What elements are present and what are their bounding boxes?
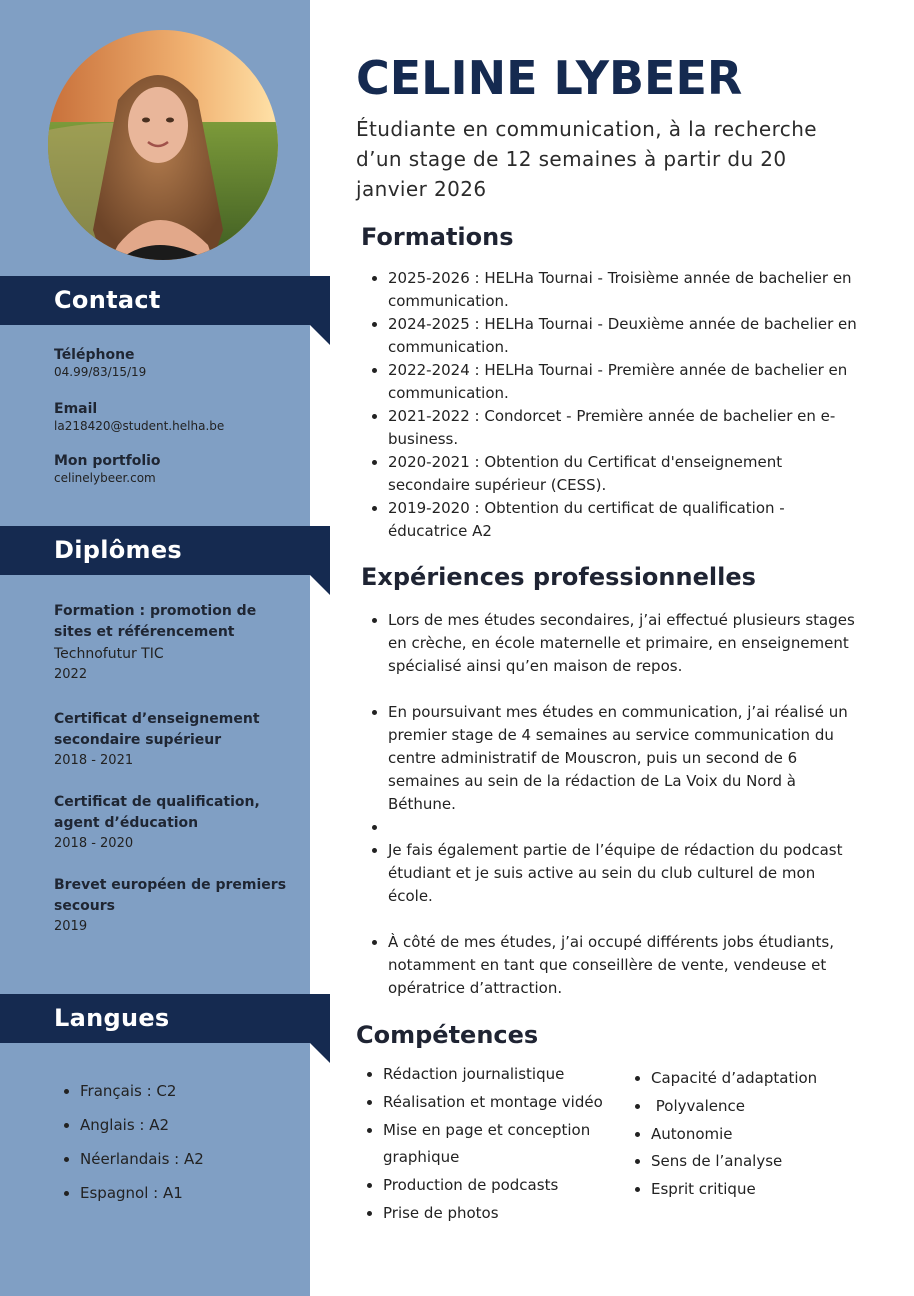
experience-item: • En poursuivant mes études en communication, j’ai réalisé un premier stage de 4 semaines au service communication du centre administratif de Mouscron, puis un second de 6 semaines au sein de la rédaction de La Voix du Nord à Béthune. [388, 701, 858, 816]
formation-item: • 2025-2026 : HELHa Tournai - Troisième année de bachelier en communication. [388, 267, 860, 313]
competence-item: • Réalisation et montage vidéo [383, 1089, 629, 1117]
diplome-school: Technofutur TIC [54, 646, 164, 662]
langue-item: • Espagnol : A1 [80, 1176, 204, 1210]
langue-item: • Français : C2 [80, 1074, 204, 1108]
competences-title: Compétences [356, 1021, 539, 1049]
email-value[interactable]: la218420@student.helha.be [54, 419, 225, 433]
formation-item: • 2022-2024 : HELHa Tournai - Première année de bachelier en communication. [388, 359, 860, 405]
candidate-subtitle: Étudiante en communication, à la recherche d’un stage de 12 semaines à partir du 20 janvier 2026 [356, 117, 817, 201]
diplome-item [54, 601, 294, 685]
competences-list-right [629, 1065, 901, 1204]
experiences-list [366, 609, 858, 1000]
diplome-title: Certificat d’enseignement secondaire supérieur [54, 711, 260, 748]
langues-header-fold [310, 1043, 330, 1063]
competence-item: • Prise de photos [383, 1200, 629, 1228]
experience-item-empty [388, 816, 858, 839]
diplomes-header: Diplômes [0, 526, 330, 575]
competences-list-left [361, 1061, 629, 1228]
langues-header: Langues [0, 994, 330, 1043]
experience-item: • À côté de mes études, j’ai occupé différents jobs étudiants, notamment en tant que conseillère de vente, vendeuse et opératrice d’attraction. [388, 931, 858, 1000]
competence-item: • Rédaction journalistique [383, 1061, 629, 1089]
langue-item: • Néerlandais : A2 [80, 1142, 204, 1176]
contact-header-fold [310, 325, 330, 345]
email-label: Email [54, 401, 98, 417]
langue-item: • Anglais : A2 [80, 1108, 204, 1142]
diplome-year: 2019 [54, 919, 88, 934]
formation-item: • 2024-2025 : HELHa Tournai - Deuxième année de bachelier en communication. [388, 313, 860, 359]
diplome-title: Formation : promotion de sites et référencement [54, 603, 257, 640]
formation-item: • 2019-2020 : Obtention du certificat de qualification - éducatrice A2 [388, 497, 860, 543]
candidate-name: CELINE LYBEER [356, 51, 743, 105]
phone-value: 04.99/83/15/19 [54, 365, 147, 379]
diplome-item [54, 875, 294, 937]
competence-item: • Sens de l’analyse [651, 1148, 901, 1176]
langues-list [58, 1074, 204, 1210]
phone-label: Téléphone [54, 347, 135, 363]
formations-list [366, 267, 860, 543]
experiences-title: Expériences professionnelles [361, 563, 756, 591]
competence-item: • Production de podcasts [383, 1172, 629, 1200]
portfolio-value[interactable]: celinelybeer.com [54, 471, 156, 485]
formation-item: • 2020-2021 : Obtention du Certificat d'enseignement secondaire supérieur (CESS). [388, 451, 860, 497]
competence-item: • Autonomie [651, 1121, 901, 1149]
diplome-item [54, 709, 294, 771]
diplomes-header-fold [310, 575, 330, 595]
profile-photo [48, 30, 278, 260]
diplome-year: 2018 - 2021 [54, 753, 134, 768]
formation-item: • 2021-2022 : Condorcet - Première année de bachelier en e-business. [388, 405, 860, 451]
diplome-year: 2022 [54, 667, 88, 682]
profile-photo-image [48, 30, 278, 260]
competence-item: • Esprit critique [651, 1176, 901, 1204]
portfolio-block [54, 452, 294, 486]
contact-header: Contact [0, 276, 330, 325]
competence-item: • Polyvalence [651, 1093, 901, 1121]
diplome-item [54, 792, 294, 854]
email-block [54, 400, 294, 434]
phone-block [54, 346, 294, 380]
experience-item: • Lors de mes études secondaires, j’ai effectué plusieurs stages en crèche, en école maternelle et primaire, en enseignement spécialisé ainsi qu’en maison de repos. [388, 609, 858, 678]
competence-item: • Capacité d’adaptation [651, 1065, 901, 1093]
competence-item: • Mise en page et conception graphique [383, 1117, 629, 1173]
experience-item: • Je fais également partie de l’équipe de rédaction du podcast étudiant et je suis active au sein du club culturel de mon école. [388, 839, 858, 908]
diplome-title: Certificat de qualification, agent d’éducation [54, 794, 260, 831]
diplome-title: Brevet européen de premiers secours [54, 877, 287, 914]
diplome-year: 2018 - 2020 [54, 836, 134, 851]
formations-title: Formations [361, 223, 514, 251]
portfolio-label: Mon portfolio [54, 453, 161, 469]
